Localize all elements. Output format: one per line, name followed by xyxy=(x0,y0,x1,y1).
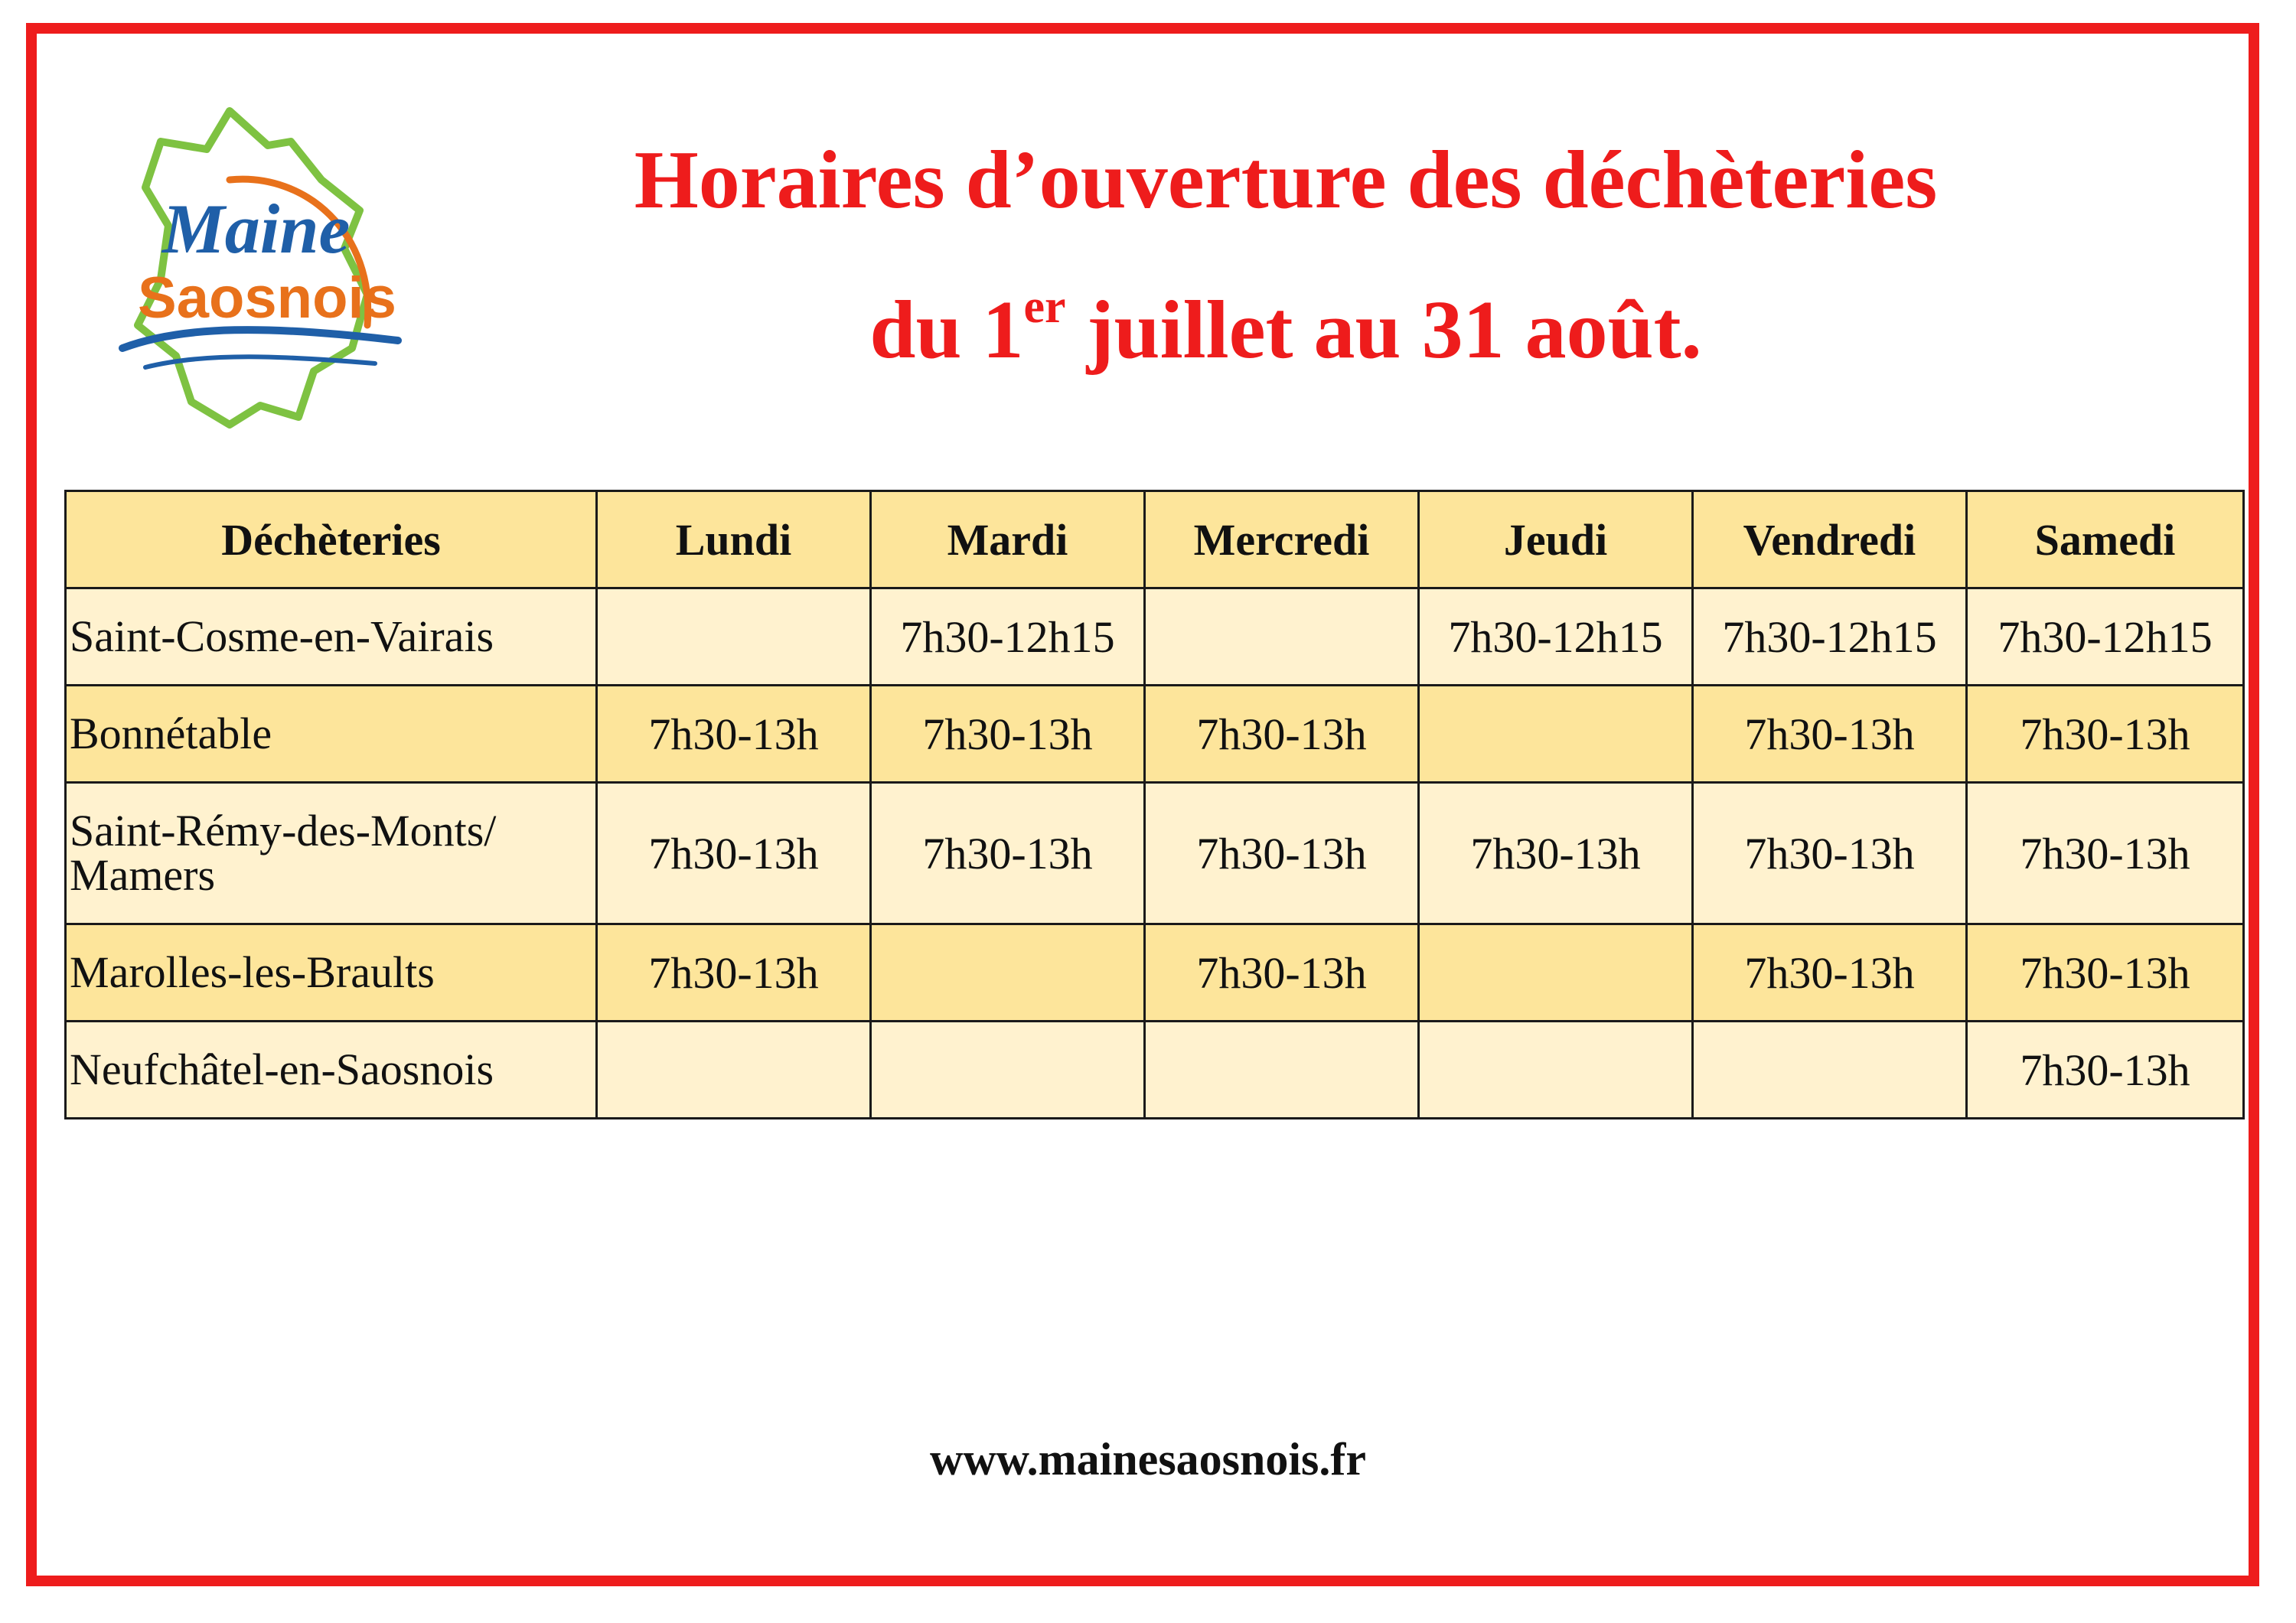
site-name-line2: Mamers xyxy=(70,850,216,900)
hours-cell xyxy=(1693,1022,1967,1119)
hours-cell: 7h30-12h15 xyxy=(1693,588,1967,686)
site-name: Neufchâtel-en-Saosnois xyxy=(66,1022,597,1119)
title-date-superscript: er xyxy=(1023,281,1066,333)
hours-cell: 7h30-13h xyxy=(871,686,1145,783)
hours-cell: 7h30-13h xyxy=(1145,924,1419,1022)
title-date-prefix: du 1 xyxy=(869,285,1024,376)
logo-text-maine: Maine xyxy=(162,190,351,268)
hours-cell: 7h30-12h15 xyxy=(1419,588,1693,686)
hours-cell xyxy=(871,924,1145,1022)
hours-cell: 7h30-13h xyxy=(1967,686,2244,783)
hours-cell xyxy=(1145,1022,1419,1119)
page-title-line2 xyxy=(429,281,2143,376)
hours-cell: 7h30-13h xyxy=(597,686,871,783)
table-row xyxy=(66,588,2244,686)
hours-cell: 7h30-13h xyxy=(1693,783,1967,924)
table-row xyxy=(66,783,2244,924)
hours-cell xyxy=(871,1022,1145,1119)
site-name xyxy=(66,783,597,924)
hours-cell xyxy=(1419,924,1693,1022)
column-header-tuesday: Mardi xyxy=(871,491,1145,588)
title-date-suffix: juillet au 31 août. xyxy=(1065,285,1702,376)
table-row xyxy=(66,1022,2244,1119)
site-name: Marolles-les-Braults xyxy=(66,924,597,1022)
logo-graphic xyxy=(115,96,406,440)
column-header-monday: Lundi xyxy=(597,491,871,588)
page-title-line1: Horaires d’ouverture des déchèteries xyxy=(634,135,1938,226)
hours-cell xyxy=(1419,1022,1693,1119)
site-name-line1: Saint-Rémy-des-Monts/ xyxy=(70,806,497,855)
hours-cell: 7h30-13h xyxy=(1967,783,2244,924)
hours-cell xyxy=(1145,588,1419,686)
website-url: www.mainesaosnois.fr xyxy=(929,1434,1367,1484)
hours-cell: 7h30-13h xyxy=(1693,686,1967,783)
logo-text-saosnois: Saosnois xyxy=(138,266,396,331)
hours-cell: 7h30-13h xyxy=(597,783,871,924)
hours-cell: 7h30-13h xyxy=(1145,783,1419,924)
hours-cell: 7h30-13h xyxy=(871,783,1145,924)
hours-cell xyxy=(1419,686,1693,783)
maine-saosnois-logo xyxy=(115,96,406,440)
hours-cell xyxy=(597,1022,871,1119)
opening-hours-table xyxy=(64,490,2245,1119)
table-header-row xyxy=(66,491,2244,588)
hours-cell: 7h30-13h xyxy=(1419,783,1693,924)
hours-cell: 7h30-13h xyxy=(597,924,871,1022)
site-name: Bonnétable xyxy=(66,686,597,783)
column-header-saturday: Samedi xyxy=(1967,491,2244,588)
hours-cell: 7h30-13h xyxy=(1693,924,1967,1022)
column-header-thursday: Jeudi xyxy=(1419,491,1693,588)
hours-cell: 7h30-13h xyxy=(1967,924,2244,1022)
column-header-friday: Vendredi xyxy=(1693,491,1967,588)
hours-cell: 7h30-13h xyxy=(1145,686,1419,783)
site-name: Saint-Cosme-en-Vairais xyxy=(66,588,597,686)
hours-cell: 7h30-12h15 xyxy=(871,588,1145,686)
hours-cell: 7h30-13h xyxy=(1967,1022,2244,1119)
table-row xyxy=(66,686,2244,783)
hours-cell: 7h30-12h15 xyxy=(1967,588,2244,686)
table-row xyxy=(66,924,2244,1022)
hours-cell xyxy=(597,588,871,686)
column-header-site: Déchèteries xyxy=(66,491,597,588)
column-header-wednesday: Mercredi xyxy=(1145,491,1419,588)
